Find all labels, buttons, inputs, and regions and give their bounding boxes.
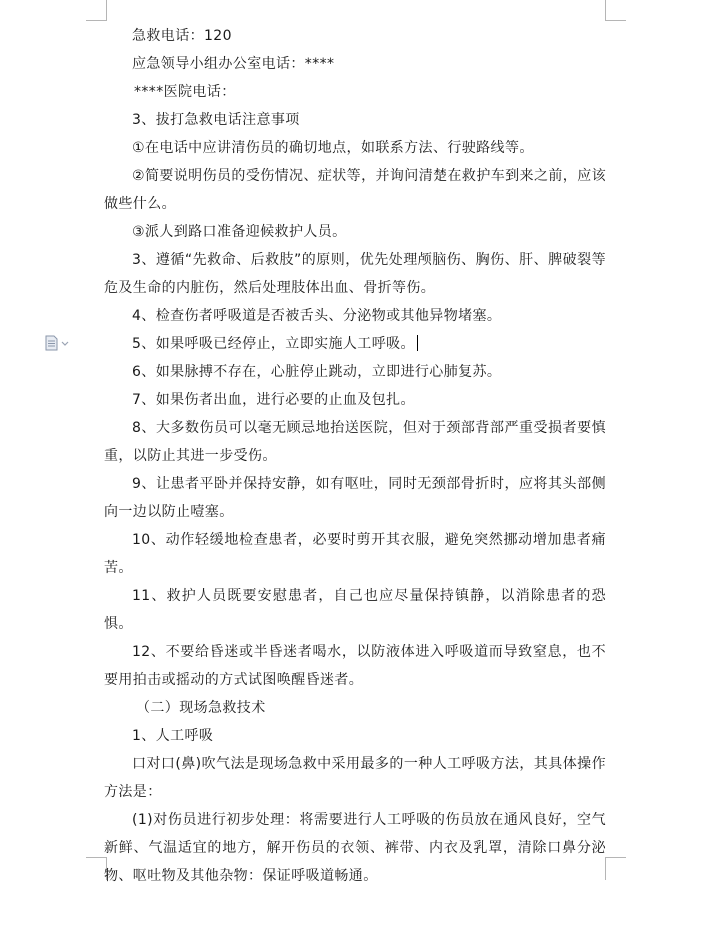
text-cursor xyxy=(417,335,418,351)
paragraph: 4、检查伤者呼吸道是否被舌头、分泌物或其他异物堵塞。 xyxy=(132,308,502,324)
margin-mark-top-left xyxy=(86,0,107,21)
paragraph: ③派人到路口准备迎候救护人员。 xyxy=(132,224,347,240)
paragraph: 8、大多数伤员可以毫无顾忌地抬送医院，但对于颈部背部严重受损者要慎重，以防止其进一步受伤。 xyxy=(104,420,606,464)
paragraph xyxy=(104,330,606,358)
paragraph: (1)对伤员进行初步处理：将需要进行人工呼吸的伤员放在通风良好，空气新鲜、气温适宜的地方，解开伤员的衣领、裤带、内衣及乳罩，清除口鼻分泌物、呕吐物及其他杂物：保证呼吸道畅通。 xyxy=(104,812,606,884)
paragraph: ****医院电话： xyxy=(134,84,236,100)
paragraph: ①在电话中应讲清伤员的确切地点，如联系方法、行驶路线等。 xyxy=(132,140,534,156)
paragraph: ②简要说明伤员的受伤情况、症状等，并询问清楚在救护车到来之前，应该做些什么。 xyxy=(104,168,606,212)
paragraph: 7、如果伤者出血，进行必要的止血及包扎。 xyxy=(132,392,415,408)
paragraph: 9、让患者平卧并保持安静，如有呕吐，同时无颈部骨折时，应将其头部侧向一边以防止噎塞。 xyxy=(104,476,606,520)
margin-mark-bottom-right xyxy=(605,857,626,880)
document-body[interactable] xyxy=(104,22,606,890)
subsection-heading: 1、人工呼吸 xyxy=(132,728,214,744)
paragraph: 10、动作轻缓地检查患者，必要时剪开其衣服，避免突然挪动增加患者痛苦。 xyxy=(104,532,606,576)
paragraph-text: 5、如果呼吸已经停止，立即实施人工呼吸。 xyxy=(132,336,415,352)
paragraph: 12、不要给昏迷或半昏迷者喝水，以防液体进入呼吸道而导致窒息，也不要用拍击或摇动的方式试图唤醒昏迷者。 xyxy=(104,644,606,688)
margin-mark-top-right xyxy=(605,0,626,21)
paragraph: 口对口(鼻)吹气法是现场急救中采用最多的一种人工呼吸方法，其具体操作方法是： xyxy=(104,756,606,800)
paragraph: 11、救护人员既要安慰患者，自己也应尽量保持镇静，以消除患者的恐惧。 xyxy=(104,588,606,632)
paragraph: 3、遵循“先救命、后救肢”的原则，优先处理颅脑伤、胸伤、肝、脾破裂等危及生命的内脏伤，然后处理肢体出血、骨折等伤。 xyxy=(104,252,606,296)
document-options-icon[interactable] xyxy=(44,335,70,351)
paragraph: 应急领导小组办公室电话：**** xyxy=(132,56,335,72)
paragraph: 急救电话：120 xyxy=(132,28,232,44)
section-heading: （二）现场急救技术 xyxy=(136,700,266,716)
paragraph: 6、如果脉搏不存在，心脏停止跳动，立即进行心肺复苏。 xyxy=(132,364,502,380)
paragraph: 3、拔打急救电话注意事项 xyxy=(132,112,300,128)
